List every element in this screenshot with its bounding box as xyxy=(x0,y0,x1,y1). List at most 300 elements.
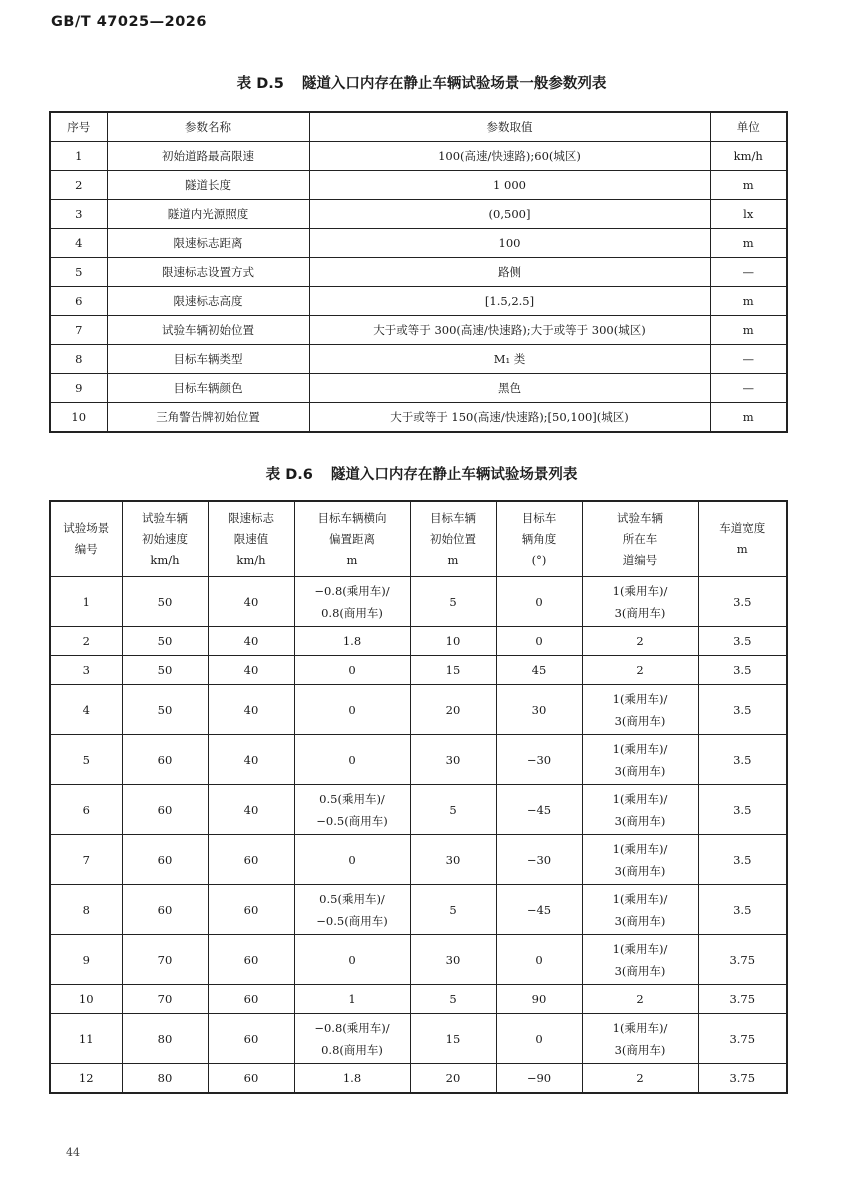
table-cell-line: 5 xyxy=(449,594,457,609)
table-cell: — xyxy=(710,345,787,374)
table-cell xyxy=(122,1064,208,1094)
table-cell-line: 7 xyxy=(82,852,90,867)
table-cell-line: 3.5 xyxy=(733,634,752,648)
table-cell-line: −45 xyxy=(526,902,552,917)
table-cell-line: 50 xyxy=(157,702,173,717)
table-cell xyxy=(410,935,496,985)
table-cell: M₁ 类 xyxy=(309,345,710,374)
table-cell-line: −90 xyxy=(526,1071,552,1085)
table-cell-line: 10 xyxy=(78,992,94,1006)
table-cell: 100 xyxy=(309,229,710,258)
table-cell-line: 40 xyxy=(243,663,259,677)
table-row xyxy=(50,374,787,403)
column-header-line: 目标车辆横向 xyxy=(317,510,387,525)
table-cell xyxy=(50,935,122,985)
table-cell: [1.5,2.5] xyxy=(309,287,710,316)
table-cell-line: 3.75 xyxy=(729,952,756,967)
table-cell xyxy=(208,577,294,627)
table-cell-line: 2 xyxy=(636,1071,644,1085)
column-header-line: 车道宽度 xyxy=(719,521,766,535)
table-cell-line: 3.5 xyxy=(733,852,752,867)
column-header xyxy=(698,501,787,577)
table-cell-line: −0.8(乘用车)/ xyxy=(314,1020,390,1035)
table-row xyxy=(50,403,787,433)
table-cell xyxy=(50,985,122,1014)
table-cell xyxy=(496,1014,582,1064)
table-cell xyxy=(582,885,698,935)
table-cell-line: 80 xyxy=(157,1031,173,1046)
table-cell-line: 0.5(乘用车)/ xyxy=(319,891,385,906)
table-cell xyxy=(50,835,122,885)
table-cell-line: 0 xyxy=(348,952,356,967)
table-cell xyxy=(50,1014,122,1064)
table-cell xyxy=(582,1064,698,1094)
table-cell xyxy=(122,577,208,627)
table-cell xyxy=(698,885,787,935)
table-cell-line: 3.75 xyxy=(729,1071,756,1085)
table-cell-line: 60 xyxy=(243,952,259,967)
table-cell: 2 xyxy=(50,171,107,200)
table-cell-line: 3(商用车) xyxy=(614,713,666,728)
table-cell-line: −0.5(商用车) xyxy=(316,813,388,828)
table-cell-line: 1 xyxy=(348,992,356,1006)
column-header-line: m xyxy=(346,552,358,567)
table-cell xyxy=(698,627,787,656)
table-cell-line: −0.5(商用车) xyxy=(316,913,388,928)
table-cell-line: 0 xyxy=(348,852,356,867)
table-cell xyxy=(698,785,787,835)
table-cell: 限速标志高度 xyxy=(107,287,309,316)
table-cell-line: 1 xyxy=(82,594,90,609)
table-cell xyxy=(582,735,698,785)
table-cell-line: 3(商用车) xyxy=(614,1042,666,1057)
table-cell-line: 3.5 xyxy=(733,702,752,717)
table-row xyxy=(50,885,787,935)
table-cell: 试验车辆初始位置 xyxy=(107,316,309,345)
table-cell xyxy=(50,627,122,656)
table-cell-line: 3 xyxy=(82,663,90,677)
table-cell-line: 3.5 xyxy=(733,594,752,609)
table-cell xyxy=(208,735,294,785)
table-cell: 隧道长度 xyxy=(107,171,309,200)
table-cell: 三角警告牌初始位置 xyxy=(107,403,309,433)
table-cell xyxy=(208,656,294,685)
table-cell-line: 3(商用车) xyxy=(614,605,666,620)
table-cell-line: 70 xyxy=(157,992,173,1006)
table-row xyxy=(50,316,787,345)
table-cell xyxy=(294,656,410,685)
table-cell xyxy=(294,935,410,985)
table-cell xyxy=(294,985,410,1014)
table-cell: 10 xyxy=(50,403,107,433)
table-cell: 限速标志距离 xyxy=(107,229,309,258)
table-cell xyxy=(50,685,122,735)
table-row xyxy=(50,142,787,171)
column-header-line: 初始速度 xyxy=(142,531,188,546)
table-cell-line: 1(乘用车)/ xyxy=(612,691,668,706)
table-cell-line: −45 xyxy=(526,802,552,817)
table-cell-line: 1.8 xyxy=(342,634,362,648)
table-cell-line: 3(商用车) xyxy=(614,913,666,928)
table-cell xyxy=(496,785,582,835)
column-header-line: 道编号 xyxy=(622,552,658,567)
column-header-line: 目标车 xyxy=(521,510,557,525)
column-header-line: 试验车辆 xyxy=(617,510,663,525)
table-cell-line: 0 xyxy=(535,634,543,648)
table-row xyxy=(50,627,787,656)
table-cell-line: 3(商用车) xyxy=(614,863,666,878)
table-cell-line: 50 xyxy=(157,663,173,677)
table-cell-line: 3(商用车) xyxy=(614,813,666,828)
column-header-line: (°) xyxy=(531,552,547,567)
table-cell-line: 0 xyxy=(348,663,356,677)
table-row xyxy=(50,258,787,287)
column-header-line: 试验车辆 xyxy=(142,510,188,525)
table-cell xyxy=(582,1014,698,1064)
table-cell xyxy=(208,685,294,735)
column-header-line: 偏置距离 xyxy=(329,531,375,546)
column-header-line: 编号 xyxy=(74,542,98,556)
table-cell: 限速标志设置方式 xyxy=(107,258,309,287)
table-cell xyxy=(410,735,496,785)
table-cell-line: 1(乘用车)/ xyxy=(612,791,668,806)
table-cell-line: 60 xyxy=(157,852,173,867)
table-cell xyxy=(122,1014,208,1064)
column-header: 参数名称 xyxy=(107,112,309,142)
table-cell-line: 30 xyxy=(445,952,461,967)
table-cell xyxy=(50,735,122,785)
table-cell-line: 60 xyxy=(243,992,259,1006)
table-cell-line: 3.5 xyxy=(733,802,752,817)
table-cell xyxy=(294,577,410,627)
table-row xyxy=(50,685,787,735)
table-cell xyxy=(208,835,294,885)
table-cell: m xyxy=(710,403,787,433)
table-cell-line: 45 xyxy=(531,663,547,677)
table-cell: 路侧 xyxy=(309,258,710,287)
table-cell xyxy=(698,735,787,785)
table-cell xyxy=(122,735,208,785)
table-cell xyxy=(208,935,294,985)
table-cell-line: 4 xyxy=(82,702,90,717)
table-cell-line: 60 xyxy=(243,902,259,917)
table-cell xyxy=(496,577,582,627)
table-cell-line: 80 xyxy=(157,1071,173,1085)
table-cell xyxy=(294,885,410,935)
table-cell-line: 3.5 xyxy=(733,752,752,767)
table-cell-line: 20 xyxy=(445,702,461,717)
table-cell xyxy=(496,985,582,1014)
table-cell xyxy=(294,835,410,885)
table-row xyxy=(50,200,787,229)
table-row xyxy=(50,985,787,1014)
table-cell xyxy=(496,656,582,685)
table-d6-number: 表 D.6 xyxy=(265,467,313,483)
table-cell-line: 0 xyxy=(348,702,356,717)
column-header-line: 限速值 xyxy=(233,531,269,546)
table-row xyxy=(50,1064,787,1094)
column-header-line: km/h xyxy=(150,552,180,567)
table-cell-line: 8 xyxy=(82,902,90,917)
table-cell: 目标车辆类型 xyxy=(107,345,309,374)
table-cell-line: 60 xyxy=(157,802,173,817)
table-row xyxy=(50,935,787,985)
table-cell xyxy=(582,985,698,1014)
table-cell xyxy=(410,785,496,835)
column-header xyxy=(582,501,698,577)
table-cell xyxy=(410,577,496,627)
column-header xyxy=(208,501,294,577)
table-cell xyxy=(698,577,787,627)
table-cell-line: 0 xyxy=(535,594,543,609)
table-cell-line: 40 xyxy=(243,594,259,609)
table-cell xyxy=(410,1064,496,1094)
column-header-line: m xyxy=(447,552,459,567)
table-cell-line: 3.5 xyxy=(733,663,752,677)
table-cell-line: −30 xyxy=(526,752,552,767)
table-cell: — xyxy=(710,258,787,287)
column-header xyxy=(410,501,496,577)
table-cell xyxy=(698,656,787,685)
table-cell: 大于或等于 150(高速/快速路);[50,100](城区) xyxy=(309,403,710,433)
table-cell xyxy=(294,1014,410,1064)
table-cell xyxy=(122,685,208,735)
table-cell xyxy=(698,985,787,1014)
table-cell xyxy=(496,1064,582,1094)
table-cell-line: 15 xyxy=(445,1031,461,1046)
table-cell-line: 1.8 xyxy=(342,1071,362,1085)
table-cell xyxy=(50,1064,122,1094)
table-d5 xyxy=(49,111,788,433)
table-cell xyxy=(122,935,208,985)
column-header: 序号 xyxy=(50,112,107,142)
table-cell-line: 1(乘用车)/ xyxy=(612,741,668,756)
table-cell xyxy=(582,935,698,985)
table-cell xyxy=(496,735,582,785)
table-cell-line: 3(商用车) xyxy=(614,963,666,978)
table-cell: m xyxy=(710,287,787,316)
table-cell-line: 5 xyxy=(82,752,90,767)
table-d5-caption: 隧道入口内存在静止车辆试验场景一般参数列表 xyxy=(301,76,607,92)
table-d6 xyxy=(49,500,788,1094)
table-cell xyxy=(294,785,410,835)
table-cell xyxy=(410,985,496,1014)
table-cell: 大于或等于 300(高速/快速路);大于或等于 300(城区) xyxy=(309,316,710,345)
table-cell-line: 3.75 xyxy=(729,1031,756,1046)
table-cell xyxy=(410,656,496,685)
table-cell xyxy=(50,577,122,627)
table-cell-line: 2 xyxy=(636,663,644,677)
table-cell xyxy=(122,985,208,1014)
table-cell xyxy=(698,685,787,735)
table-cell-line: 5 xyxy=(449,992,457,1006)
column-header-line: 辆角度 xyxy=(521,531,557,546)
table-cell-line: 60 xyxy=(157,902,173,917)
table-cell-line: 0.8(商用车) xyxy=(321,1042,383,1057)
page-number: 44 xyxy=(66,1146,80,1159)
table-cell: m xyxy=(710,229,787,258)
table-cell-line: 3.5 xyxy=(733,902,752,917)
table-cell-line: 2 xyxy=(82,634,90,648)
table-cell: 6 xyxy=(50,287,107,316)
table-cell xyxy=(698,1014,787,1064)
column-header xyxy=(50,501,122,577)
table-cell: — xyxy=(710,374,787,403)
table-cell xyxy=(496,935,582,985)
table-cell xyxy=(496,835,582,885)
table-cell xyxy=(410,685,496,735)
table-cell xyxy=(410,885,496,935)
table-cell-line: 20 xyxy=(445,1071,461,1085)
table-row xyxy=(50,345,787,374)
column-header-line: 初始位置 xyxy=(430,531,476,546)
table-cell-line: 0 xyxy=(348,752,356,767)
table-cell: 黑色 xyxy=(309,374,710,403)
table-cell-line: 60 xyxy=(243,852,259,867)
table-cell xyxy=(496,885,582,935)
table-cell-line: 1(乘用车)/ xyxy=(612,891,668,906)
column-header xyxy=(496,501,582,577)
column-header: 单位 xyxy=(710,112,787,142)
table-cell-line: 11 xyxy=(78,1031,94,1046)
column-header: 参数取值 xyxy=(309,112,710,142)
table-row xyxy=(50,577,787,627)
table-cell: m xyxy=(710,171,787,200)
table-cell xyxy=(582,577,698,627)
table-cell xyxy=(294,627,410,656)
table-row xyxy=(50,656,787,685)
table-row xyxy=(50,835,787,885)
table-cell-line: 0.8(商用车) xyxy=(321,605,383,620)
table-cell-line: 40 xyxy=(243,634,259,648)
table-cell-line: 5 xyxy=(449,802,457,817)
table-cell: 1 xyxy=(50,142,107,171)
table-cell-line: 50 xyxy=(157,634,173,648)
table-cell-line: −0.8(乘用车)/ xyxy=(314,583,390,598)
table-cell xyxy=(50,785,122,835)
table-cell-line: 60 xyxy=(157,752,173,767)
column-header xyxy=(294,501,410,577)
table-cell xyxy=(410,1014,496,1064)
table-cell: 7 xyxy=(50,316,107,345)
table-cell-line: 60 xyxy=(243,1071,259,1085)
table-cell xyxy=(208,885,294,935)
table-cell xyxy=(50,656,122,685)
table-cell xyxy=(496,627,582,656)
table-cell xyxy=(582,656,698,685)
column-header-line: m xyxy=(736,542,748,556)
table-row xyxy=(50,171,787,200)
table-cell xyxy=(410,835,496,885)
table-cell-line: 2 xyxy=(636,992,644,1006)
standard-code: GB/T 47025—2026 xyxy=(51,14,207,30)
table-cell: km/h xyxy=(710,142,787,171)
table-cell xyxy=(294,685,410,735)
table-row xyxy=(50,785,787,835)
table-cell-line: 10 xyxy=(445,634,461,648)
table-cell xyxy=(410,627,496,656)
table-cell-line: 90 xyxy=(531,992,547,1006)
table-cell xyxy=(122,835,208,885)
column-header-line: 试验场景 xyxy=(63,521,110,535)
table-cell xyxy=(208,1064,294,1094)
table-cell-line: 3.75 xyxy=(729,992,756,1006)
table-cell: 8 xyxy=(50,345,107,374)
table-cell xyxy=(208,1014,294,1064)
table-cell: 1 000 xyxy=(309,171,710,200)
table-cell xyxy=(208,985,294,1014)
table-cell xyxy=(582,685,698,735)
table-cell-line: 60 xyxy=(243,1031,259,1046)
table-cell xyxy=(208,627,294,656)
table-cell-line: 0 xyxy=(535,952,543,967)
table-cell: m xyxy=(710,316,787,345)
table-cell xyxy=(122,656,208,685)
table-cell-line: 30 xyxy=(445,852,461,867)
table-cell-line: 6 xyxy=(82,802,90,817)
column-header-line: 限速标志 xyxy=(228,510,274,525)
column-header-line: 所在车 xyxy=(622,531,658,546)
table-cell-line: 12 xyxy=(78,1071,94,1085)
table-cell xyxy=(122,627,208,656)
table-d6-caption: 隧道入口内存在静止车辆试验场景列表 xyxy=(330,467,578,483)
table-cell: lx xyxy=(710,200,787,229)
table-cell: 9 xyxy=(50,374,107,403)
table-cell-line: 0 xyxy=(535,1031,543,1046)
table-cell-line: −30 xyxy=(526,852,552,867)
table-cell-line: 40 xyxy=(243,752,259,767)
table-cell xyxy=(698,835,787,885)
table-cell xyxy=(698,1064,787,1094)
table-cell: 初始道路最高限速 xyxy=(107,142,309,171)
table-cell-line: 15 xyxy=(445,663,461,677)
table-cell xyxy=(208,785,294,835)
column-header-line: 目标车辆 xyxy=(430,510,476,525)
table-d5-title xyxy=(0,72,843,93)
table-cell-line: 30 xyxy=(445,752,461,767)
table-cell xyxy=(294,1064,410,1094)
table-cell xyxy=(582,835,698,885)
table-cell xyxy=(582,785,698,835)
table-cell xyxy=(496,685,582,735)
table-cell xyxy=(50,885,122,935)
table-cell-line: 1(乘用车)/ xyxy=(612,583,668,598)
table-d6-title xyxy=(0,463,843,484)
table-cell-line: 50 xyxy=(157,594,173,609)
table-cell: 目标车辆颜色 xyxy=(107,374,309,403)
table-row xyxy=(50,229,787,258)
table-cell xyxy=(582,627,698,656)
table-cell xyxy=(122,785,208,835)
table-cell-line: 9 xyxy=(82,952,90,967)
table-cell xyxy=(122,885,208,935)
table-row xyxy=(50,287,787,316)
table-cell-line: 2 xyxy=(636,634,644,648)
table-row xyxy=(50,1014,787,1064)
table-cell: (0,500] xyxy=(309,200,710,229)
table-cell-line: 1(乘用车)/ xyxy=(612,941,668,956)
table-cell-line: 0.5(乘用车)/ xyxy=(319,791,385,806)
table-cell: 3 xyxy=(50,200,107,229)
table-cell: 隧道内光源照度 xyxy=(107,200,309,229)
table-cell-line: 1(乘用车)/ xyxy=(612,1020,668,1035)
table-cell xyxy=(698,935,787,985)
table-d5-number: 表 D.5 xyxy=(236,76,284,92)
table-row xyxy=(50,735,787,785)
column-header xyxy=(122,501,208,577)
table-cell-line: 30 xyxy=(531,702,547,717)
column-header-line: km/h xyxy=(236,552,266,567)
